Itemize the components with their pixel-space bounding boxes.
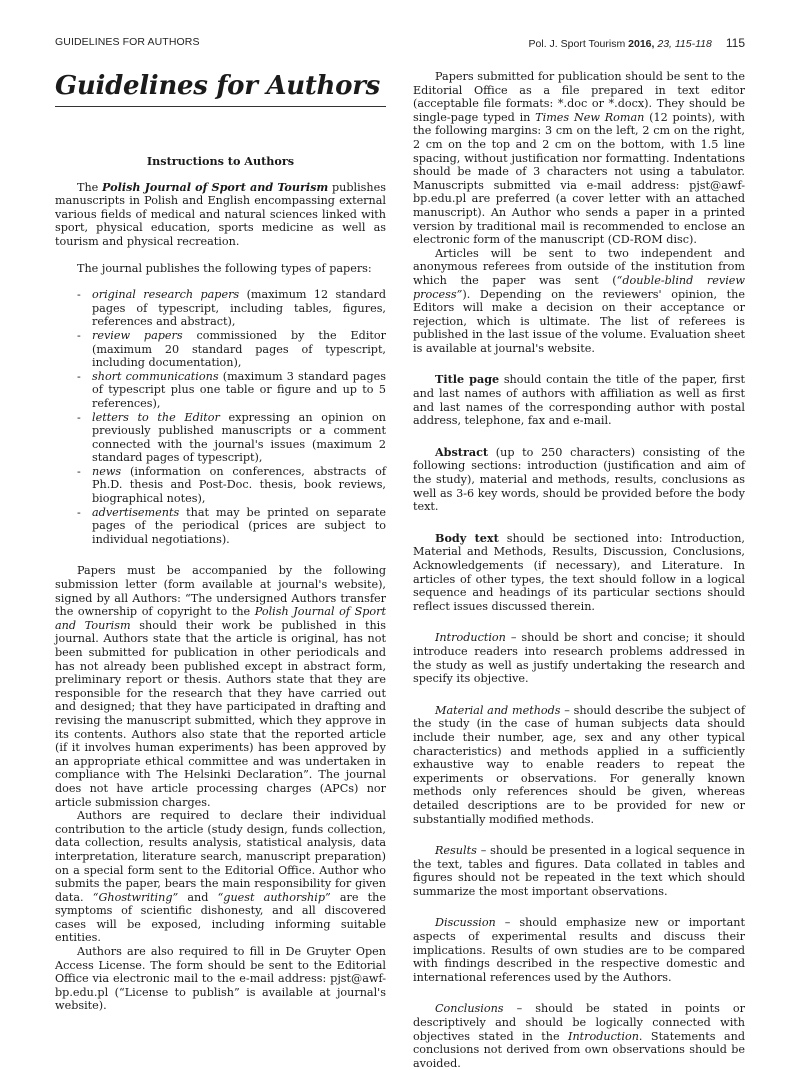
discussion-label: Discussion xyxy=(435,916,496,930)
introduction-paragraph: Introduction – should be short and concise; it should introduce readers into research problems addressed in the study as well as justify undertaking the research and specify its objective. xyxy=(413,631,745,686)
article-title: Guidelines for Authors xyxy=(55,70,386,107)
left-column xyxy=(55,70,386,1013)
material-methods-paragraph: Material and methods – should describe the subject of the study (in the case of human subjects data should include their number, age, sex and any other typical characteristics) and methods applied in a sufficiently exhaustive way to enable readers to repeat the experiments or observations. For generally known methods only references should be given, whereas detailed descriptions are to be provided for new or substantially modified methods. xyxy=(413,703,745,826)
contribution-paragraph: Authors are required to declare their individual contribution to the article (study design, funds collection, data collection, results analysis, statistical analysis, data interpretation, literature search, manuscript preparation) on a special form sent to the Editorial Office. Author who submits the paper, bears the main responsibility for given data. “Ghostwriting” and “guest authorship” are the symptoms of scientific dishonesty, and all discovered cases will be exposed, including informing suitable entities. xyxy=(55,809,386,945)
section-running-title: GUIDELINES FOR AUTHORS xyxy=(55,36,200,48)
discussion-paragraph: Discussion – should emphasize new or important aspects of experimental results and discuss their implications. Results of own studies are to be compared with findings described in the respective domestic and international references used by the Authors. xyxy=(413,916,745,984)
body-text-paragraph: Body text should be sectioned into: Introduction, Material and Methods, Results, Discussion, Conclusions, Acknowledgements (if necessary), and Literature. In articles of other types, the text should follow in a logical sequence and headings of its particular sections should reflect issues discussed therein. xyxy=(413,530,745,613)
list-item: - original research papers (maximum 12 standard pages of typescript, including tables, figures, references and abstract), xyxy=(55,288,386,329)
list-item: - advertisements that may be printed on separate pages of the periodical (prices are subject to individual negotiations). xyxy=(55,506,386,547)
instructions-heading: Instructions to Authors xyxy=(146,154,295,168)
material-methods-label: Material and methods xyxy=(435,703,561,717)
submission-format-paragraph: Papers submitted for publication should be sent to the Editorial Office as a file prepared in text editor (acceptable file formats: *.doc or *.docx). They should be single-page typed in Times New Roman (12 points), with the following margins: 3 cm on the left, 2 cm on the right, 2 cm on the top and 2 cm on the bottom, with 1.5 line spacing, without justification nor formatting. Indentations should be made of 3 characters not using a tabulator. Manuscripts submitted via e-mail address: pjst@awf-bp.edu.pl are preferred (a cover letter with an attached manuscript). An Author who sends a paper in a printed version by traditional mail is recommended to enclose an electronic form of the manuscript (CD-ROM disc). xyxy=(413,70,745,247)
list-item: - short communications (maximum 3 standard pages of typescript plus one table or figure and up to 5 references), xyxy=(55,370,386,411)
journal-citation xyxy=(529,36,745,50)
results-paragraph: Results – should be presented in a logical sequence in the text, tables and figures. Data collated in tables and figures should not be repeated in the text which should summarize the most important observations. xyxy=(413,844,745,898)
paper-types-list xyxy=(55,288,386,546)
title-page-paragraph: Title page should contain the title of the paper, first and last names of authors with affiliation as well as first and last names of the corresponding author with postal address, telephone, fax and e-mail. xyxy=(413,372,745,428)
license-paragraph: Authors are also required to fill in De Gruyter Open Access License. The form should be sent to the Editorial Office via electronic mail to the e-mail address: pjst@awf-bp.edu.pl (“License to publish” is available at journal's website). xyxy=(55,945,386,1013)
journal-year: 2016, xyxy=(628,38,655,50)
introduction-label: Introduction xyxy=(435,631,506,645)
journal-volume-pages: 23, 115-118 xyxy=(657,38,712,50)
list-item: - review papers commissioned by the Editor (maximum 20 standard pages of typescript, including documentation), xyxy=(55,329,386,370)
abstract-label: Abstract xyxy=(435,444,489,459)
submission-letter-paragraph: Papers must be accompanied by the following submission letter (form available at journal's website), signed by all Authors: “The undersigned Authors transfer the ownership of copyright to the Polish Journal of Sport and Tourism should their work be published in this journal. Authors state that the article is original, has not been submitted for publication in other periodicals and has not already been published except in abstract form, preliminary report or thesis. Authors state that they are responsible for the research that they have carried out and designed; that they have participated in drafting and revising the manuscript submitted, which they approve in its contents. Authors also state that the reported article (if it involves human experiments) has been approved by an appropriate ethical committee and was undertaken in compliance with The Helsinki Declaration”. The journal does not have article processing charges (APCs) nor article submission charges. xyxy=(55,564,386,809)
results-label: Results xyxy=(435,844,477,858)
abstract-paragraph: Abstract (up to 250 characters) consisting of the following sections: introduction (justification and aim of the study), material and methods, results, conclusions as well as 3-6 key words, should be provided before the body text. xyxy=(413,444,745,514)
paper-types-lead: The journal publishes the following types of papers: xyxy=(77,261,372,275)
conclusions-label: Conclusions xyxy=(435,1002,504,1016)
title-page-label: Title page xyxy=(435,372,500,387)
running-header xyxy=(55,35,745,51)
journal-name: Pol. J. Sport Tourism xyxy=(528,38,626,50)
conclusions-paragraph: Conclusions – should be stated in points or descriptively and should be logically connected with objectives stated in the Introduction. Statements and conclusions not derived from own observations should be avoided. xyxy=(413,1002,745,1070)
journal-name-emphasis: Polish Journal of Sport and Tourism xyxy=(102,179,329,194)
right-column xyxy=(413,70,745,1070)
intro-paragraph: The Polish Journal of Sport and Tourism publishes manuscripts in Polish and English encompassing external various fields of medical and natural sciences linked with sport, physical education, sports medicine as well as tourism and physical recreation. xyxy=(55,179,386,248)
list-item: - letters to the Editor expressing an opinion on previously published manuscripts or a comment connected with the journal's issues (maximum 2 standard pages of typescript), xyxy=(55,411,386,465)
review-paragraph: Articles will be sent to two independent and anonymous referees from outside of the institution from which the paper was sent (“double-blind review process”). Depending on the reviewers' opinion, the Editors will make a decision on their acceptance or rejection, which is ultimate. The list of referees is published in the last issue of the volume. Evaluation sheet is available at journal's website. xyxy=(413,246,745,355)
page-number: 115 xyxy=(725,36,745,50)
list-item: - news (information on conferences, abstracts of Ph.D. thesis and Post-Doc. thesis, book reviews, biographical notes), xyxy=(55,465,386,506)
body-text-label: Body text xyxy=(435,530,499,545)
